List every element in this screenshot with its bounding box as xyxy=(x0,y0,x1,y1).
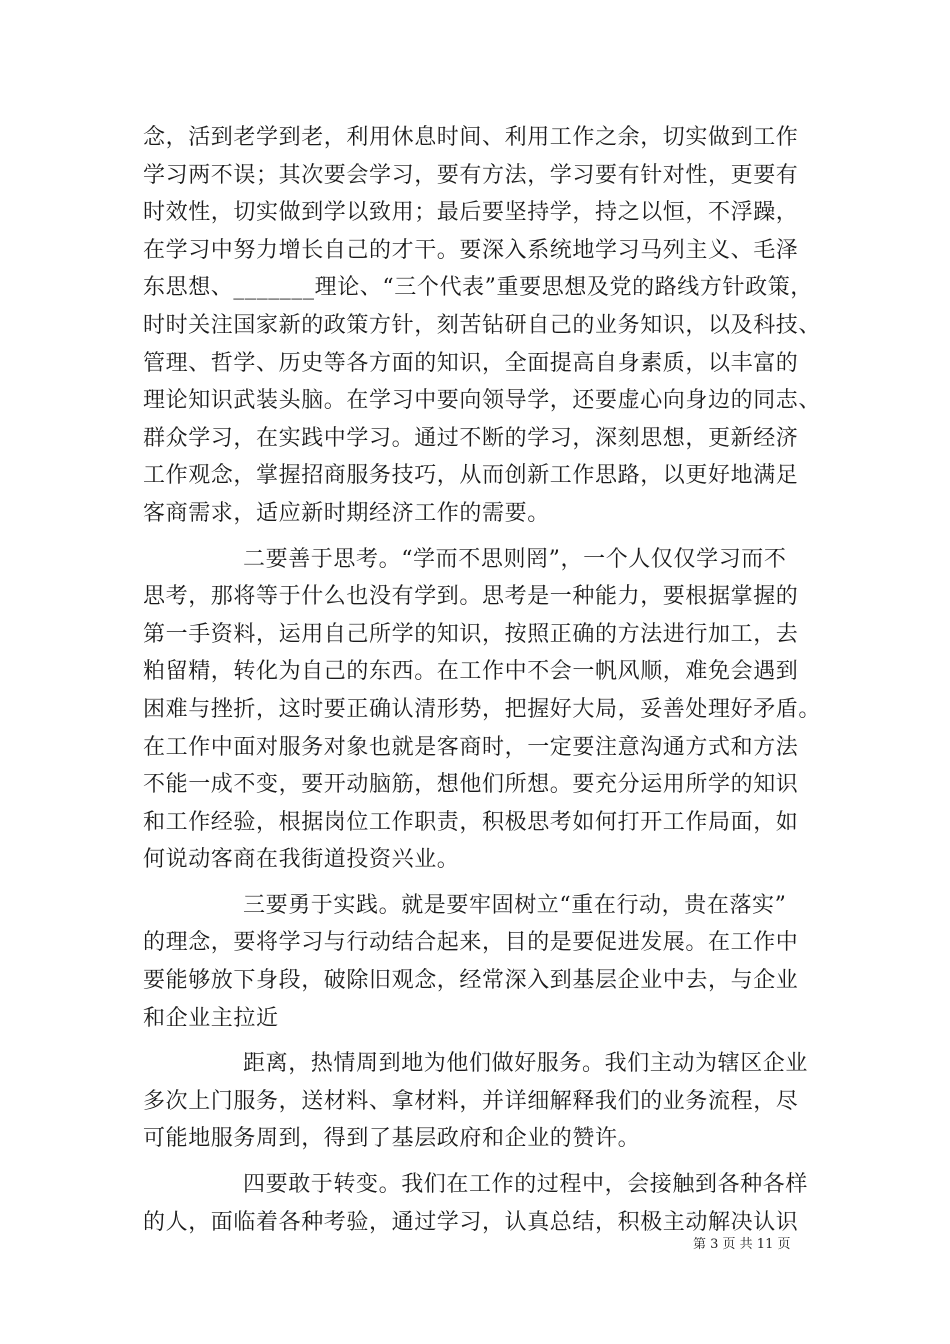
text-line: 和工作经验，根据岗位工作职责，积极思考如何打开工作局面，如 xyxy=(143,809,799,835)
paragraph-1 xyxy=(143,119,823,533)
text-line: 四要敢于转变。我们在工作的过程中，会接触到各种各样 xyxy=(243,1172,809,1198)
paragraph-4 xyxy=(143,1045,823,1158)
text-line: 时时关注国家新的政策方针，刻苦钻研自己的业务知识，以及科技、 xyxy=(143,312,822,338)
text-line: 在工作中面对服务对象也就是客商时，一定要注意沟通方式和方法 xyxy=(143,734,799,760)
text-line: 念，活到老学到老，利用休息时间、利用工作之余，切实做到工作 xyxy=(143,125,799,150)
text-line: 东思想、_______理论、“三个代表”重要思想及党的路线方针政策， xyxy=(143,275,813,301)
text-line: 时效性，切实做到学以致用；最后要坚持学，持之以恒，不浮躁， xyxy=(143,200,799,226)
text-line: 工作观念，掌握招商服务技巧，从而创新工作思路，以更好地满足 xyxy=(143,463,799,489)
text-line: 学习两不误；其次要会学习，要有方法，学习要有针对性，更要有 xyxy=(143,162,799,188)
text-line: 第一手资料，运用自己所学的知识，按照正确的方法进行加工，去 xyxy=(143,621,799,647)
text-line: 粕留精，转化为自己的东西。在工作中不会一帆风顺，难免会遇到 xyxy=(143,659,799,685)
paragraph-2 xyxy=(143,541,823,879)
page-number: 第 3 页 共 11 页 xyxy=(693,1237,791,1252)
paragraph-3 xyxy=(143,887,823,1037)
text-line: 客商需求，适应新时期经济工作的需要。 xyxy=(143,500,550,526)
text-line: 可能地服务周到，得到了基层政府和企业的赞许。 xyxy=(143,1126,641,1152)
text-line: 管理、哲学、历史等各方面的知识，全面提高自身素质，以丰富的 xyxy=(143,350,799,376)
document-body xyxy=(143,119,823,1241)
text-line: 要能够放下身段，破除旧观念，经常深入到基层企业中去，与企业 xyxy=(143,968,799,994)
paragraph-5 xyxy=(143,1166,823,1241)
text-line: 群众学习，在实践中学习。通过不断的学习，深刻思想，更新经济 xyxy=(143,425,799,451)
text-line: 二要善于思考。“学而不思则罔”，一个人仅仅学习而不 xyxy=(243,546,787,572)
text-line: 理论知识武装头脑。在学习中要向领导学，还要虚心向身边的同志、 xyxy=(143,388,822,414)
text-line: 的理念，要将学习与行动结合起来，目的是要促进发展。在工作中 xyxy=(143,930,799,956)
text-line: 困难与挫折，这时要正确认清形势，把握好大局，妥善处理好矛盾。 xyxy=(143,696,822,722)
text-line: 三要勇于实践。就是要牢固树立“重在行动，贵在落实” xyxy=(243,892,787,918)
text-line: 何说动客商在我街道投资兴业。 xyxy=(143,847,460,873)
text-line: 距离，热情周到地为他们做好服务。我们主动为辖区企业 xyxy=(243,1051,809,1077)
text-line: 在学习中努力增长自己的才干。要深入系统地学习马列主义、毛泽 xyxy=(143,237,799,263)
text-line: 的人，面临着各种考验，通过学习，认真总结，积极主动解决认识 xyxy=(143,1209,799,1235)
text-line: 思考，那将等于什么也没有学到。思考是一种能力，要根据掌握的 xyxy=(143,584,799,610)
text-line: 不能一成不变，要开动脑筋，想他们所想。要充分运用所学的知识 xyxy=(143,772,799,798)
text-line: 多次上门服务，送材料、拿材料，并详细解释我们的业务流程，尽 xyxy=(143,1088,799,1114)
text-line: 和企业主拉近 xyxy=(143,1005,279,1031)
